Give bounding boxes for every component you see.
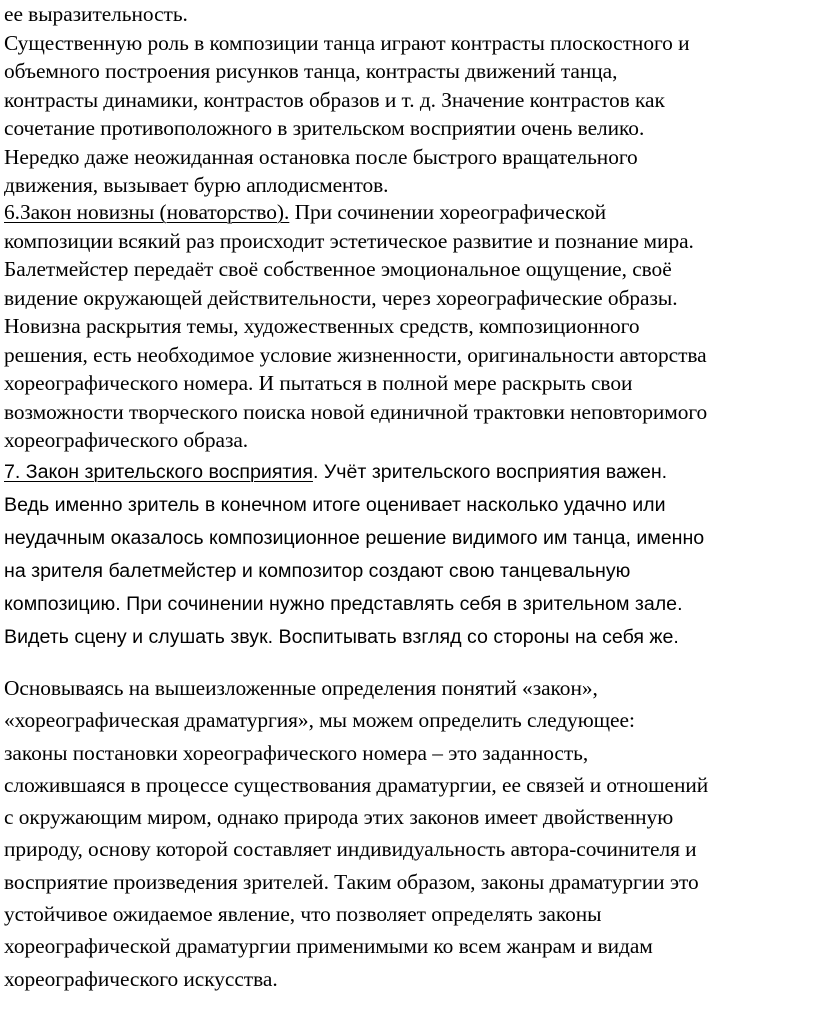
text-line: хореографической драматургии применимыми ко всем жанрам и видам <box>4 934 653 959</box>
text-line: законы постановки хореографического номера – это заданность, <box>4 740 589 765</box>
text-line: хореографического образа. <box>4 428 249 452</box>
paragraph-contrasts <box>4 0 690 200</box>
text-line: Балетмейстер передаёт своё собственное эмоциональное ощущение, своё <box>4 257 672 281</box>
paragraph-novelty-law <box>4 198 707 455</box>
section-heading-novelty: 6.Закон новизны (новаторство). <box>4 200 290 224</box>
text-line: сочетание противоположного в зрительском восприятии очень велико. <box>4 116 645 140</box>
text-line: композицию. При сочинении нужно представлять себя в зрительном зале. <box>4 593 683 615</box>
text-line: контрасты динамики, контрастов образов и т. д. Значение контрастов как <box>4 87 665 112</box>
text-line: решения, есть необходимое условие жизненности, оригинальности авторства <box>4 342 707 367</box>
text-line: Новизна раскрытия темы, художественных средств, композиционного <box>4 314 640 338</box>
paragraph-perception-law <box>4 456 704 654</box>
text-line: видение окружающей действительности, через хореографические образы. <box>4 285 678 310</box>
text-line: движения, вызывает бурю аплодисментов. <box>4 173 389 197</box>
text-line: неудачным оказалось композиционное решение видимого им танца, именно <box>4 527 705 549</box>
text-line: с окружающим миром, однако природа этих законов имеет двойственную <box>4 805 674 830</box>
text-line: Нередко даже неожиданная остановка после быстрого вращательного <box>4 144 638 169</box>
text-line: Существенную роль в композиции танца играют контрасты плоскостного и <box>4 30 690 55</box>
text-fragment: . Учёт зрительского восприятия важен. <box>312 461 668 483</box>
text-line: восприятие произведения зрителей. Таким образом, законы драматургии это <box>4 869 699 894</box>
text-line: композиции всякий раз происходит эстетическое развитие и познание мира. <box>4 228 694 253</box>
text-line: природу, основу которой составляет индивидуальность автора-сочинителя и <box>4 837 697 862</box>
text-line: возможности творческого поиска новой единичной трактовки неповторимого <box>4 399 708 424</box>
text-line: хореографического номера. И пытаться в полной мере раскрыть свои <box>4 371 633 395</box>
text-line: объемного построения рисунков танца, контрасты движений танца, <box>4 59 618 83</box>
text-line: ее выразительность. <box>4 2 188 26</box>
text-line: Ведь именно зритель в конечном итоге оценивает насколько удачно или <box>4 494 666 516</box>
text-line: Видеть сцену и слушать звук. Воспитывать взгляд со стороны на себя же. <box>4 626 679 648</box>
text-line: на зрителя балетмейстер и композитор создают свою танцевальную <box>4 560 631 582</box>
text-fragment: При сочинении хореографической <box>289 200 606 224</box>
text-line: сложившаяся в процессе существования драматургии, ее связей и отношений <box>4 772 709 797</box>
paragraph-conclusion <box>4 672 708 995</box>
text-line <box>4 198 707 227</box>
text-line: хореографического искусства. <box>4 966 278 991</box>
text-line <box>4 456 704 489</box>
text-line: Основываясь на вышеизложенные определения понятий «закон», <box>4 676 598 700</box>
text-line: «хореографическая драматургия», мы можем определить следующее: <box>4 708 635 733</box>
text-line: устойчивое ожидаемое явление, что позволяет определять законы <box>4 902 602 927</box>
section-heading-perception: 7. Закон зрительского восприятия <box>4 461 313 483</box>
